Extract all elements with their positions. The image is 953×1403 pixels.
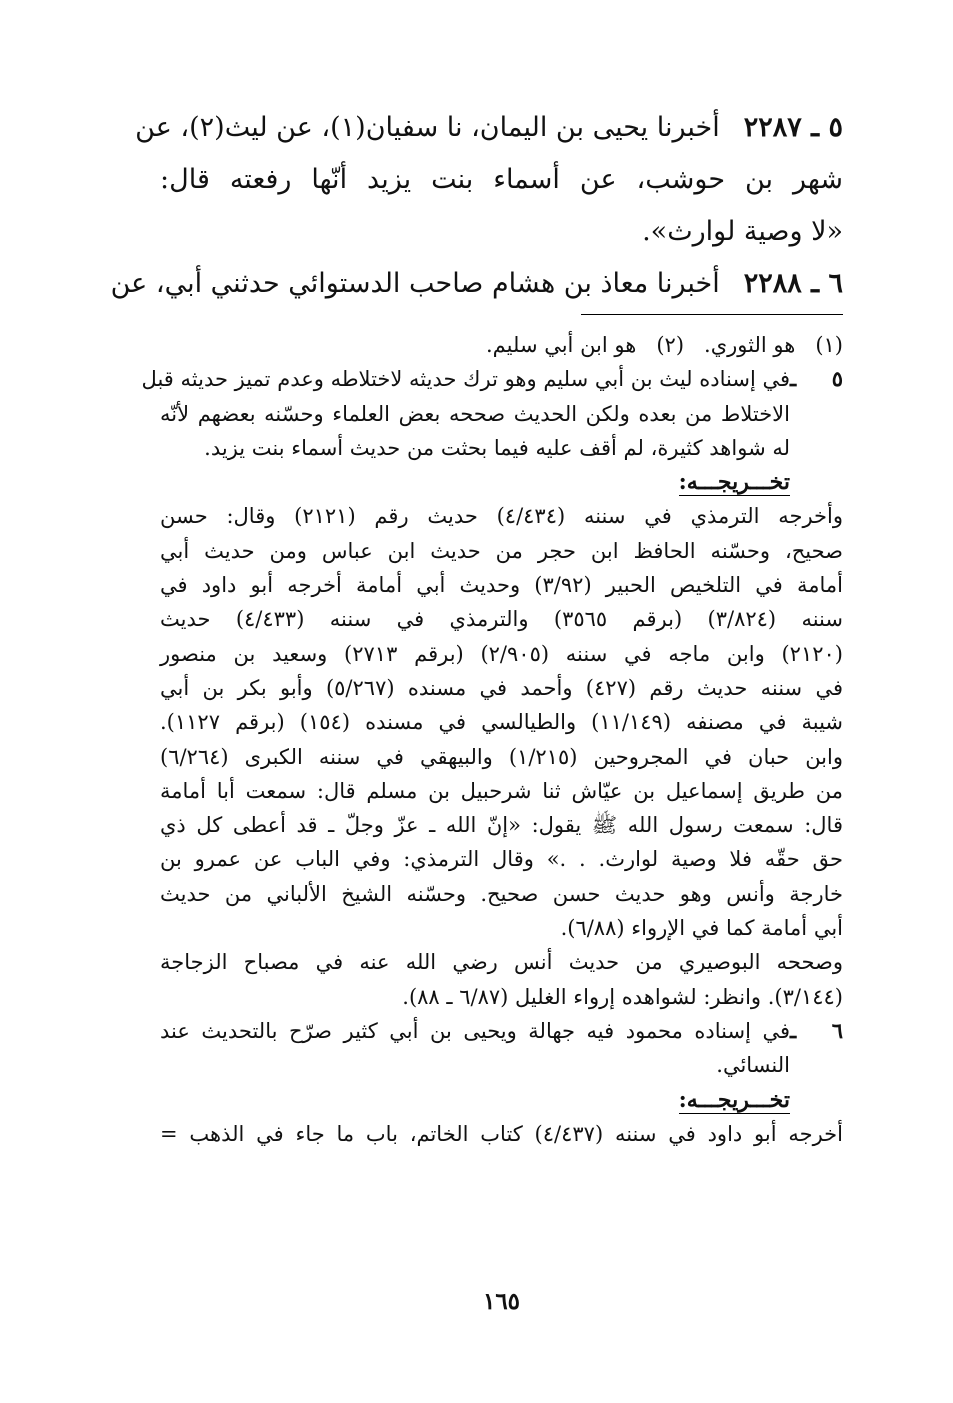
footnote-separator <box>581 314 843 315</box>
book-page <box>110 0 844 1403</box>
takhrij-line: شيبة في مصنفه (١١/١٤٩) والطيالسي في مسنده (١٥٤) (برقم ١١٢٧). <box>160 710 843 735</box>
footnote-2-marker: (٢) <box>656 333 685 357</box>
takhrij-line: (٢١٢٠) وابن ماجه في سننه (٢/٩٠٥) (برقم ٢٧١٣) وسعيد بن منصور <box>160 641 843 666</box>
takhrij-line: سننه (٣/٨٢٤) (برقم ٣٥٦٥) والترمذي في سننه (٤/٤٣٣) حديث <box>160 607 843 632</box>
commentary-6-marker: ٦ ـ <box>790 1017 843 1043</box>
hadith-2287-line-3: «لا وصية لوارث». <box>642 216 843 247</box>
takhrij-line: وابن حبان في المجروحين (١/٢١٥) والبيهقي في سننه الكبرى (٦/٢٦٤) <box>160 744 843 769</box>
main-text <box>110 102 843 310</box>
hadith-2287-line-1: ٥ ـ ٢٢٨٧أخبرنا يحيى بن اليمان، نا سفيان(١)، عن ليث(٢)، عن <box>135 112 843 143</box>
commentary-5-line: له شواهد كثيرة، لم أقف عليه فيما بحثت من حديث أسماء بنت يزيد. <box>204 435 790 460</box>
commentary-6-line: ٦ ـفي إسناده محمود فيه جهالة ويحيى بن أبي كثير صرّح بالتحديث عند <box>160 1014 843 1048</box>
takhrij-line: في سننه حديث رقم (٤٢٧) وأحمد في مسنده (٥/٢٦٧) وأبو بكر بن أبي <box>160 675 843 700</box>
takhrij-heading: تخـــريجـــه: <box>678 1086 790 1113</box>
footnote-2-text: هو ابن أبي سليم. <box>486 333 637 357</box>
takhrij-line: من طريق إسماعيل بن عيّاش ثنا شرحبيل بن مسلم قال: سمعت أبا أمامة <box>160 778 843 803</box>
takhrij-line: صحيح، وحسّنه الحافظ ابن حجر من حديث ابن عباس ومن حديث أبي <box>160 538 843 563</box>
hadith-2287-line-2: شهر بن حوشب، عن أسماء بنت يزيد أنّها رفعته قال: <box>160 164 843 195</box>
takhrij-line: أمامة في التلخيص الحبير (٣/٩٢) وحديث أبي أمامة أخرجه أبو داود في <box>160 573 844 598</box>
takhrij-line: وصححه البوصيري من حديث أنس رضي الله عنه في مصباح الزجاجة <box>160 950 843 975</box>
footnotes-1-2 <box>160 328 843 362</box>
footnote-1-marker: (١) <box>815 333 843 357</box>
takhrij-line: خارجة وأنس وهو حديث حسن صحيح. وحسّنه الشيخ الألباني من حديث <box>160 881 843 906</box>
takhrij-line: أخرجه أبو داود في سننه (٤/٤٣٧) كتاب الخاتم، باب ما جاء في الذهب = <box>160 1121 843 1146</box>
hadith-2288-line-1: ٦ ـ ٢٢٨٨أخبرنا معاذ بن هشام صاحب الدستوائي حدثني أبي، عن <box>110 268 843 299</box>
takhrij-heading: تخـــريجـــه: <box>678 469 790 496</box>
takhrij-line: حق حقّه فلا وصية لوارث. . .» وقال الترمذي: وفي الباب عن عمرو بن <box>160 847 843 872</box>
hadith-number: ٥ ـ ٢٢٨٧ <box>743 112 843 143</box>
takhrij-line: أبي أمامة كما في الإرواء (٦/٨٨). <box>560 916 843 941</box>
commentary-5-line: ٥ ـفي إسناده ليث بن أبي سليم وهو ترك حديثه لاختلاطه وعدم تميز حديثه قبل <box>160 362 843 396</box>
commentary-5-line: الاختلاط من بعده ولكن الحديث صححه بعض العلماء وحسّنه بعضهم لأنّه <box>160 401 790 426</box>
footnotes-section <box>141 328 844 1151</box>
commentary-5-marker: ٥ ـ <box>790 366 843 392</box>
page-number: ١٦٥ <box>482 1288 521 1315</box>
takhrij-line: قال: سمعت رسول الله ﷺ يقول: «إنّ الله ـ عزّ وجلّ ـ قد أعطى كل ذي <box>160 813 843 838</box>
hadith-number: ٦ ـ ٢٢٨٨ <box>743 268 843 299</box>
commentary-6-line: النسائي. <box>716 1053 790 1078</box>
takhrij-line: وأخرجه الترمذي في سننه (٤/٤٣٤) حديث رقم (٢١٢١) وقال: حسن <box>160 504 843 529</box>
takhrij-line: (٣/١٤٤). وانظر: لشواهده إرواء الغليل (٦/٨٧ ـ ٨٨). <box>402 984 843 1009</box>
footnote-1-text: هو الثوري. <box>704 333 796 357</box>
